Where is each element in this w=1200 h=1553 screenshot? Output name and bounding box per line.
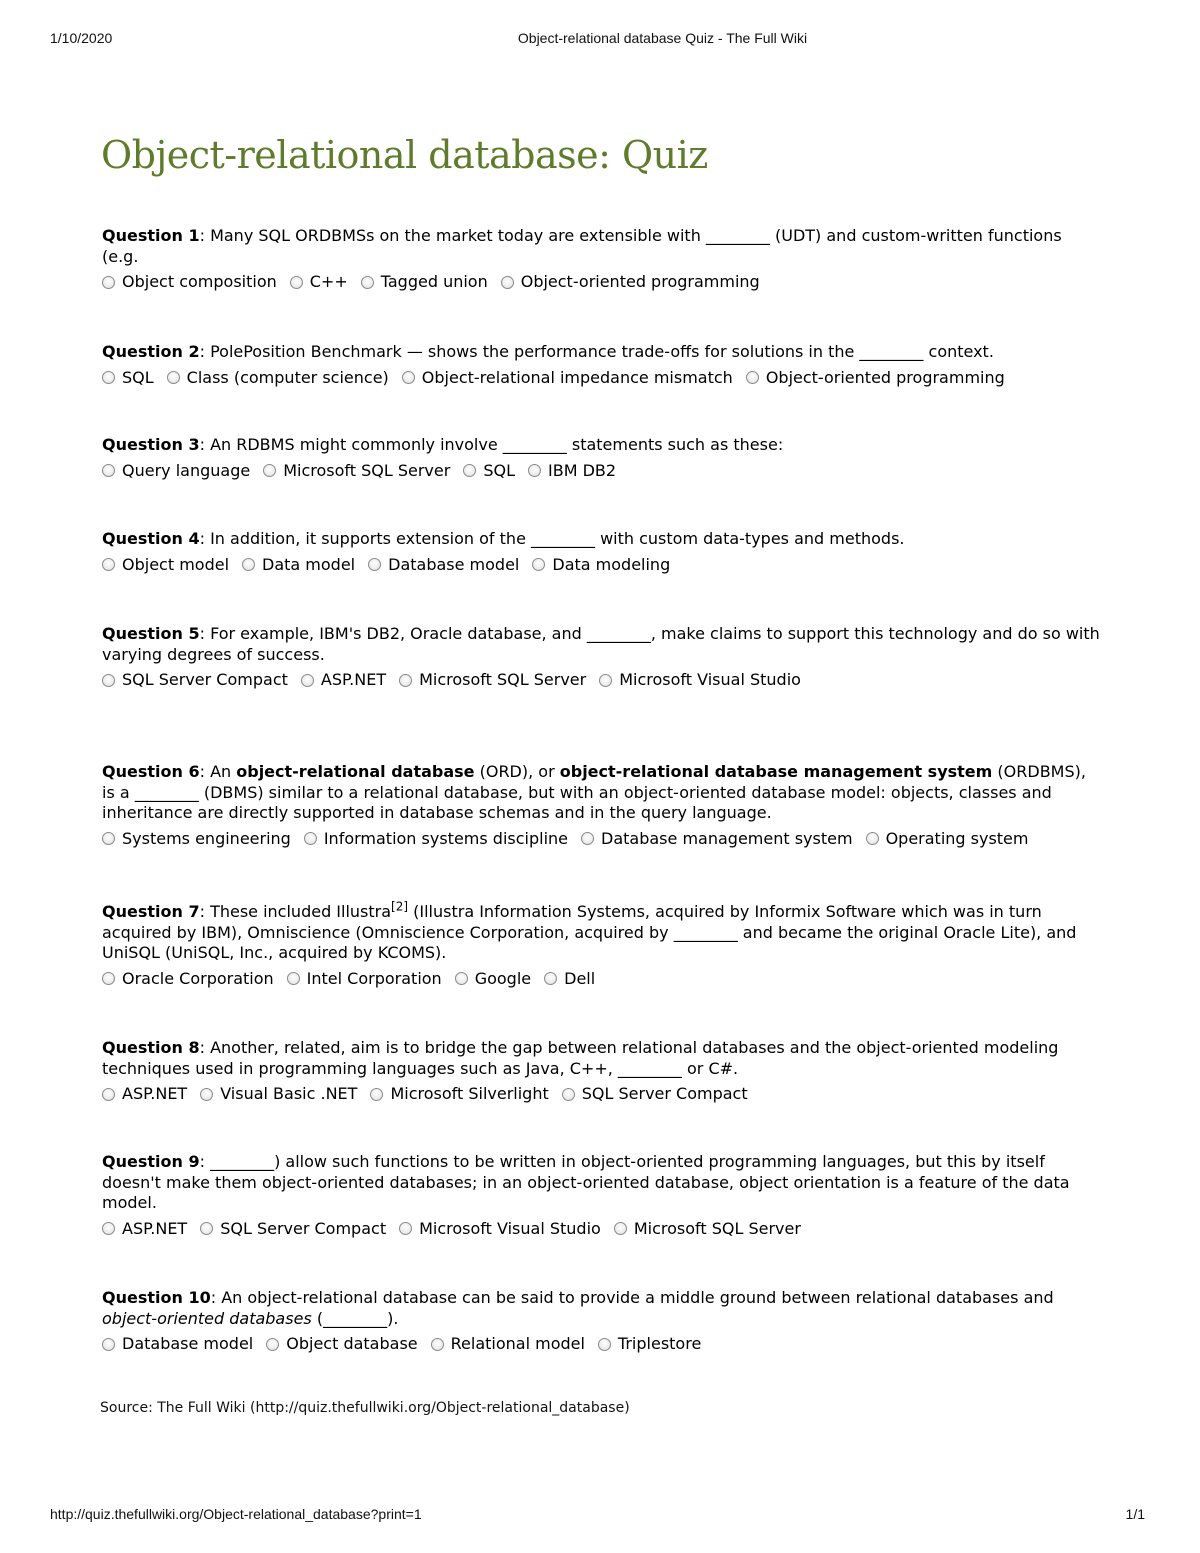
answer-option[interactable]: Microsoft SQL Server xyxy=(263,461,450,481)
answer-option[interactable]: Microsoft Silverlight xyxy=(370,1084,548,1104)
question-text: Question 4: In addition, it supports extension of the ________ with custom data-types and methods. xyxy=(102,529,905,548)
radio-button[interactable] xyxy=(304,832,317,845)
question-label: Question 6 xyxy=(102,762,200,781)
answer-option[interactable]: SQL Server Compact xyxy=(200,1219,386,1239)
question-9 xyxy=(102,1152,1102,1239)
answer-option[interactable]: Oracle Corporation xyxy=(102,969,274,989)
page-title: Object-relational database: Quiz xyxy=(101,133,708,177)
answer-option[interactable]: Microsoft Visual Studio xyxy=(599,670,801,690)
answer-option[interactable]: Operating system xyxy=(866,829,1029,849)
question-2 xyxy=(102,342,1102,388)
answer-option[interactable]: Database management system xyxy=(581,829,853,849)
answer-option[interactable]: Object database xyxy=(266,1334,417,1354)
radio-button[interactable] xyxy=(287,972,300,985)
radio-button[interactable] xyxy=(290,276,303,289)
radio-button[interactable] xyxy=(399,674,412,687)
question-8 xyxy=(102,1038,1102,1104)
page-number: 1/1 xyxy=(1125,1506,1145,1522)
radio-button[interactable] xyxy=(301,674,314,687)
answer-option[interactable]: Microsoft SQL Server xyxy=(399,670,586,690)
answer-option[interactable]: Tagged union xyxy=(361,272,488,292)
source-citation: Source: The Full Wiki (http://quiz.thefullwiki.org/Object-relational_database) xyxy=(100,1400,630,1416)
radio-button[interactable] xyxy=(614,1222,627,1235)
citation-link[interactable]: [2] xyxy=(391,899,409,914)
question-1 xyxy=(102,226,1102,292)
print-date: 1/10/2020 xyxy=(50,30,113,46)
answer-option[interactable]: Object-oriented programming xyxy=(746,368,1005,388)
answer-option[interactable]: Object model xyxy=(102,555,229,575)
question-label: Question 2 xyxy=(102,342,200,361)
answer-option[interactable]: Systems engineering xyxy=(102,829,291,849)
answer-option[interactable]: Information systems discipline xyxy=(304,829,568,849)
print-url: http://quiz.thefullwiki.org/Object-relational_database?print=1 xyxy=(50,1506,422,1522)
radio-button[interactable] xyxy=(866,832,879,845)
answer-option[interactable]: Dell xyxy=(544,969,595,989)
question-text: Question 3: An RDBMS might commonly involve ________ statements such as these: xyxy=(102,435,784,454)
radio-button[interactable] xyxy=(455,972,468,985)
answer-option[interactable]: Object-oriented programming xyxy=(501,272,760,292)
print-title: Object-relational database Quiz - The Full Wiki xyxy=(517,30,808,46)
question-label: Question 8 xyxy=(102,1038,200,1057)
radio-button[interactable] xyxy=(562,1088,575,1101)
answer-option[interactable]: Database model xyxy=(102,1334,253,1354)
radio-button[interactable] xyxy=(501,276,514,289)
radio-button[interactable] xyxy=(266,1338,279,1351)
question-3 xyxy=(102,435,1102,481)
radio-button[interactable] xyxy=(200,1222,213,1235)
answer-option[interactable]: SQL xyxy=(463,461,515,481)
answer-option[interactable]: Data modeling xyxy=(532,555,670,575)
question-5 xyxy=(102,624,1102,690)
radio-button[interactable] xyxy=(102,972,115,985)
question-label: Question 10 xyxy=(102,1288,211,1307)
question-text: Question 1: Many SQL ORDBMSs on the market today are extensible with ________ (UDT) and custom-written functions (e.g. xyxy=(102,226,1062,266)
answer-option[interactable]: IBM DB2 xyxy=(528,461,616,481)
answer-option[interactable]: Triplestore xyxy=(598,1334,701,1354)
question-7 xyxy=(102,899,1102,989)
answer-option[interactable]: SQL Server Compact xyxy=(562,1084,748,1104)
question-6 xyxy=(102,762,1102,849)
answer-option[interactable]: SQL xyxy=(102,368,154,388)
question-text: Question 5: For example, IBM's DB2, Oracle database, and ________, make claims to support this technology and do so with varying degrees of success. xyxy=(102,624,1100,664)
radio-button[interactable] xyxy=(370,1088,383,1101)
radio-button[interactable] xyxy=(544,972,557,985)
question-text: Question 10: An object-relational database can be said to provide a middle ground between relational databases and object-oriented databases (________). xyxy=(102,1288,1054,1328)
radio-button[interactable] xyxy=(102,276,115,289)
answer-options xyxy=(102,969,1102,989)
radio-button[interactable] xyxy=(431,1338,444,1351)
radio-button[interactable] xyxy=(102,832,115,845)
answer-option[interactable]: Microsoft SQL Server xyxy=(614,1219,801,1239)
question-text: Question 2: PolePosition Benchmark — shows the performance trade-offs for solutions in the ________ context. xyxy=(102,342,994,361)
question-label: Question 9 xyxy=(102,1152,200,1171)
print-footer xyxy=(0,1506,1200,1526)
answer-options xyxy=(102,1084,1102,1104)
radio-button[interactable] xyxy=(361,276,374,289)
question-4 xyxy=(102,529,1102,575)
radio-button[interactable] xyxy=(532,558,545,571)
question-label: Question 3 xyxy=(102,435,200,454)
question-10 xyxy=(102,1288,1102,1354)
radio-button[interactable] xyxy=(102,464,115,477)
answer-option[interactable]: Object-relational impedance mismatch xyxy=(402,368,733,388)
radio-button[interactable] xyxy=(399,1222,412,1235)
answer-option[interactable]: Google xyxy=(455,969,531,989)
answer-options xyxy=(102,1219,1102,1239)
answer-option[interactable]: Class (computer science) xyxy=(167,368,389,388)
radio-button[interactable] xyxy=(102,1338,115,1351)
answer-options xyxy=(102,461,1102,481)
answer-option[interactable]: Visual Basic .NET xyxy=(200,1084,357,1104)
answer-option[interactable]: SQL Server Compact xyxy=(102,670,288,690)
answer-option[interactable]: C++ xyxy=(290,272,348,292)
radio-button[interactable] xyxy=(102,1088,115,1101)
radio-button[interactable] xyxy=(200,1088,213,1101)
radio-button[interactable] xyxy=(368,558,381,571)
question-text: Question 8: Another, related, aim is to bridge the gap between relational databases and the object-oriented modeling techniques used in programming languages such as Java, C++, ________ or C#. xyxy=(102,1038,1059,1078)
answer-options xyxy=(102,368,1102,388)
answer-option[interactable]: Microsoft Visual Studio xyxy=(399,1219,601,1239)
answer-option[interactable]: Query language xyxy=(102,461,250,481)
answer-options xyxy=(102,1334,1102,1354)
answer-options xyxy=(102,272,1102,292)
radio-button[interactable] xyxy=(599,674,612,687)
radio-button[interactable] xyxy=(102,674,115,687)
answer-option[interactable]: ASP.NET xyxy=(102,1084,187,1104)
radio-button[interactable] xyxy=(263,464,276,477)
radio-button[interactable] xyxy=(102,371,115,384)
radio-button[interactable] xyxy=(102,1222,115,1235)
answer-option[interactable]: Database model xyxy=(368,555,519,575)
radio-button[interactable] xyxy=(528,464,541,477)
question-label: Question 5 xyxy=(102,624,200,643)
question-text: Question 7: These included Illustra[2] (Illustra Information Systems, acquired by Informix Software which was in turn acquired by IBM), Omniscience (Omniscience Corporation, acquired by ________ and became the original Oracle Lite), and UniSQL (UniSQL, Inc., acquired by KCOMS). xyxy=(102,899,1077,962)
print-header xyxy=(0,30,1200,50)
answer-options xyxy=(102,670,1102,690)
radio-button[interactable] xyxy=(598,1338,611,1351)
answer-option[interactable]: Intel Corporation xyxy=(287,969,442,989)
radio-button[interactable] xyxy=(167,371,180,384)
radio-button[interactable] xyxy=(242,558,255,571)
question-text: Question 9: ________) allow such functions to be written in object-oriented programming languages, but this by itself doesn't make them object-oriented databases; in an object-oriented database, object orientation is a feature of the data model. xyxy=(102,1152,1070,1212)
question-label: Question 1 xyxy=(102,226,200,245)
answer-options xyxy=(102,829,1102,849)
question-label: Question 7 xyxy=(102,902,200,921)
answer-option[interactable]: ASP.NET xyxy=(102,1219,187,1239)
radio-button[interactable] xyxy=(581,832,594,845)
question-label: Question 4 xyxy=(102,529,200,548)
answer-option[interactable]: Object composition xyxy=(102,272,277,292)
radio-button[interactable] xyxy=(746,371,759,384)
radio-button[interactable] xyxy=(102,558,115,571)
radio-button[interactable] xyxy=(463,464,476,477)
answer-option[interactable]: Data model xyxy=(242,555,355,575)
answer-options xyxy=(102,555,1102,575)
radio-button[interactable] xyxy=(402,371,415,384)
answer-option[interactable]: ASP.NET xyxy=(301,670,386,690)
answer-option[interactable]: Relational model xyxy=(431,1334,585,1354)
question-text: Question 6: An object-relational database (ORD), or object-relational database management system (ORDBMS), is a ________ (DBMS) similar to a relational database, but with an object-oriented database model: objects, classes and inheritance are directly supported in database schemas and in the query language. xyxy=(102,762,1086,822)
